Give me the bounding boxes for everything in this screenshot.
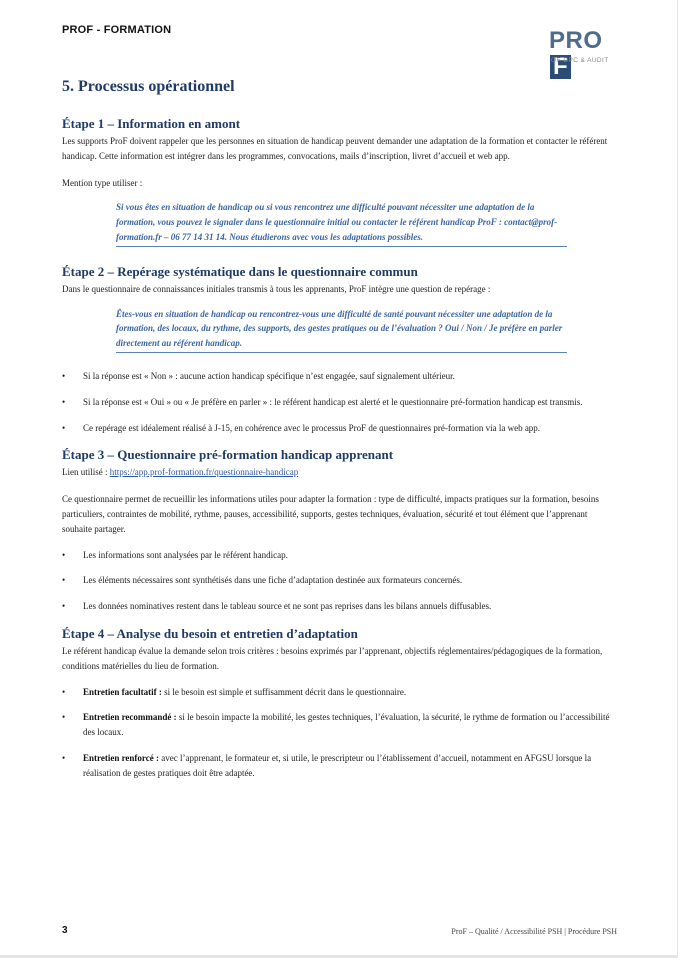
step4-title: Étape 4 – Analyse du besoin et entretien d’adaptation — [62, 625, 358, 641]
bullet-icon: • — [62, 422, 66, 433]
bullet-icon: • — [62, 575, 66, 586]
list-item: • Ce repérage est idéalement réalisé à J-15, en cohérence avec le processus ProF de questionnaires pré-formation via la web app. — [62, 421, 619, 436]
list-item: • Les informations sont analysées par le référent handicap. — [62, 548, 619, 563]
logo-text-b: F — [550, 55, 571, 79]
step1-body: Les supports ProF doivent rappeler que les personnes en situation de handicap peuvent demander une adaptation de la formation et contacter le référent handicap. Cette information est intégrer dans les programmes, convocations, mails d’inscription, livret d’accueil et web app. — [62, 136, 608, 161]
step3-link-line — [62, 465, 619, 480]
questionnaire-link[interactable]: https://app.prof-formation.fr/questionnaire-handicap — [109, 467, 299, 478]
bullet-icon: • — [62, 752, 66, 763]
list-item: • Entretien recommandé : si le besoin impacte la mobilité, les gestes techniques, l’évaluation, la sécurité, le rythme de formation ou l’accessibilité des locaux. — [62, 712, 610, 738]
bullet-icon: • — [62, 370, 66, 381]
list-item: • Entretien facultatif : si le besoin est simple et suffisamment décrit dans le questionnaire. — [62, 685, 619, 700]
step1-title: Étape 1 – Information en amont — [62, 116, 241, 131]
list-item: • Entretien renforcé : avec l’apprenant, le formateur et, si utile, le prescripteur ou l’établissement d’accueil, notamment en AFGSU lorsque la réalisation de gestes pratiques doit être adaptée. — [62, 752, 592, 778]
step1-quote: Si vous êtes en situation de handicap ou si vous rencontrez une difficulté pouvant nécessiter une adaptation de la formation, vous pouvez le signaler dans le questionnaire initial ou contacter le référent handicap ProF : contact@prof-formation.fr – 06 77 14 31 14. Nous étudierons avec vous les adaptations possibles. — [116, 200, 567, 246]
mention-label: Mention type utiliser : — [62, 177, 143, 188]
logo-text-a: PRO — [549, 27, 603, 54]
list-item: • Si la réponse est « Non » : aucune action handicap spécifique n’est engagée, sauf signalement ultérieur. — [62, 369, 619, 384]
step2-body: Dans le questionnaire de connaissances initiales transmis à tous les apprenants, ProF intègre une question de repérage : — [62, 283, 491, 294]
list-item: • Si la réponse est « Oui » ou « Je préfère en parler » : le référent handicap est alerté et le questionnaire pré-formation handicap est transmis. — [62, 395, 619, 410]
footer-text: ProF – Qualité / Accessibilité PSH | Procédure PSH — [451, 927, 617, 936]
list-item: • Les éléments nécessaires sont synthétisés dans une fiche d’adaptation destinée aux formateurs concernés. — [62, 573, 619, 588]
step4-body: Le référent handicap évalue la demande selon trois critères : besoins exprimés par l’apprenant, objectifs réglementaires/pédagogiques de la formation, conditions matérielles du lieu de formation. — [62, 645, 603, 671]
step3-title: Étape 3 – Questionnaire pré-formation handicap apprenant — [62, 447, 394, 463]
section-title: 5. Processus opérationnel — [62, 78, 235, 95]
step3-bullet-list — [62, 548, 619, 614]
step2-quote: Êtes-vous en situation de handicap ou rencontrez-vous une difficulté de santé pouvant nécessiter une adaptation de la formation, des locaux, du rythme, des supports, des gestes pratiques ou de l’évaluation ? Oui / Non / Je préfère en parler directement au référent handicap. — [116, 307, 567, 353]
prof-logo — [549, 27, 619, 80]
page-number: 3 — [62, 925, 68, 936]
bullet-icon: • — [62, 686, 66, 697]
bullet-icon: • — [62, 549, 66, 560]
step4-bullet-list — [62, 685, 619, 781]
page-content — [62, 78, 619, 781]
header-brand: PROF - FORMATION — [62, 24, 172, 36]
bullet-icon: • — [62, 396, 66, 407]
logo-subtitle: OF-DPC & AUDIT — [551, 57, 609, 64]
step3-body: Ce questionnaire permet de recueillir les informations utiles pour adapter la formation : type de difficulté, impacts pratiques sur la formation, besoins particuliers, contraintes de mobilité, rythme, pauses, accessibilité, supports, gestes techniques, évaluation, sécurité et tout élément que l’apprenant souhaite partager. — [62, 494, 599, 534]
link-label: Lien utilisé : — [62, 467, 108, 478]
step2-title: Étape 2 – Repérage systématique dans le questionnaire commun — [62, 263, 418, 279]
step2-bullet-list — [62, 369, 619, 435]
bullet-icon: • — [62, 712, 66, 723]
bullet-icon: • — [62, 601, 66, 612]
list-item: • Les données nominatives restent dans le tableau source et ne sont pas reprises dans les bilans annuels diffusables. — [62, 599, 619, 614]
